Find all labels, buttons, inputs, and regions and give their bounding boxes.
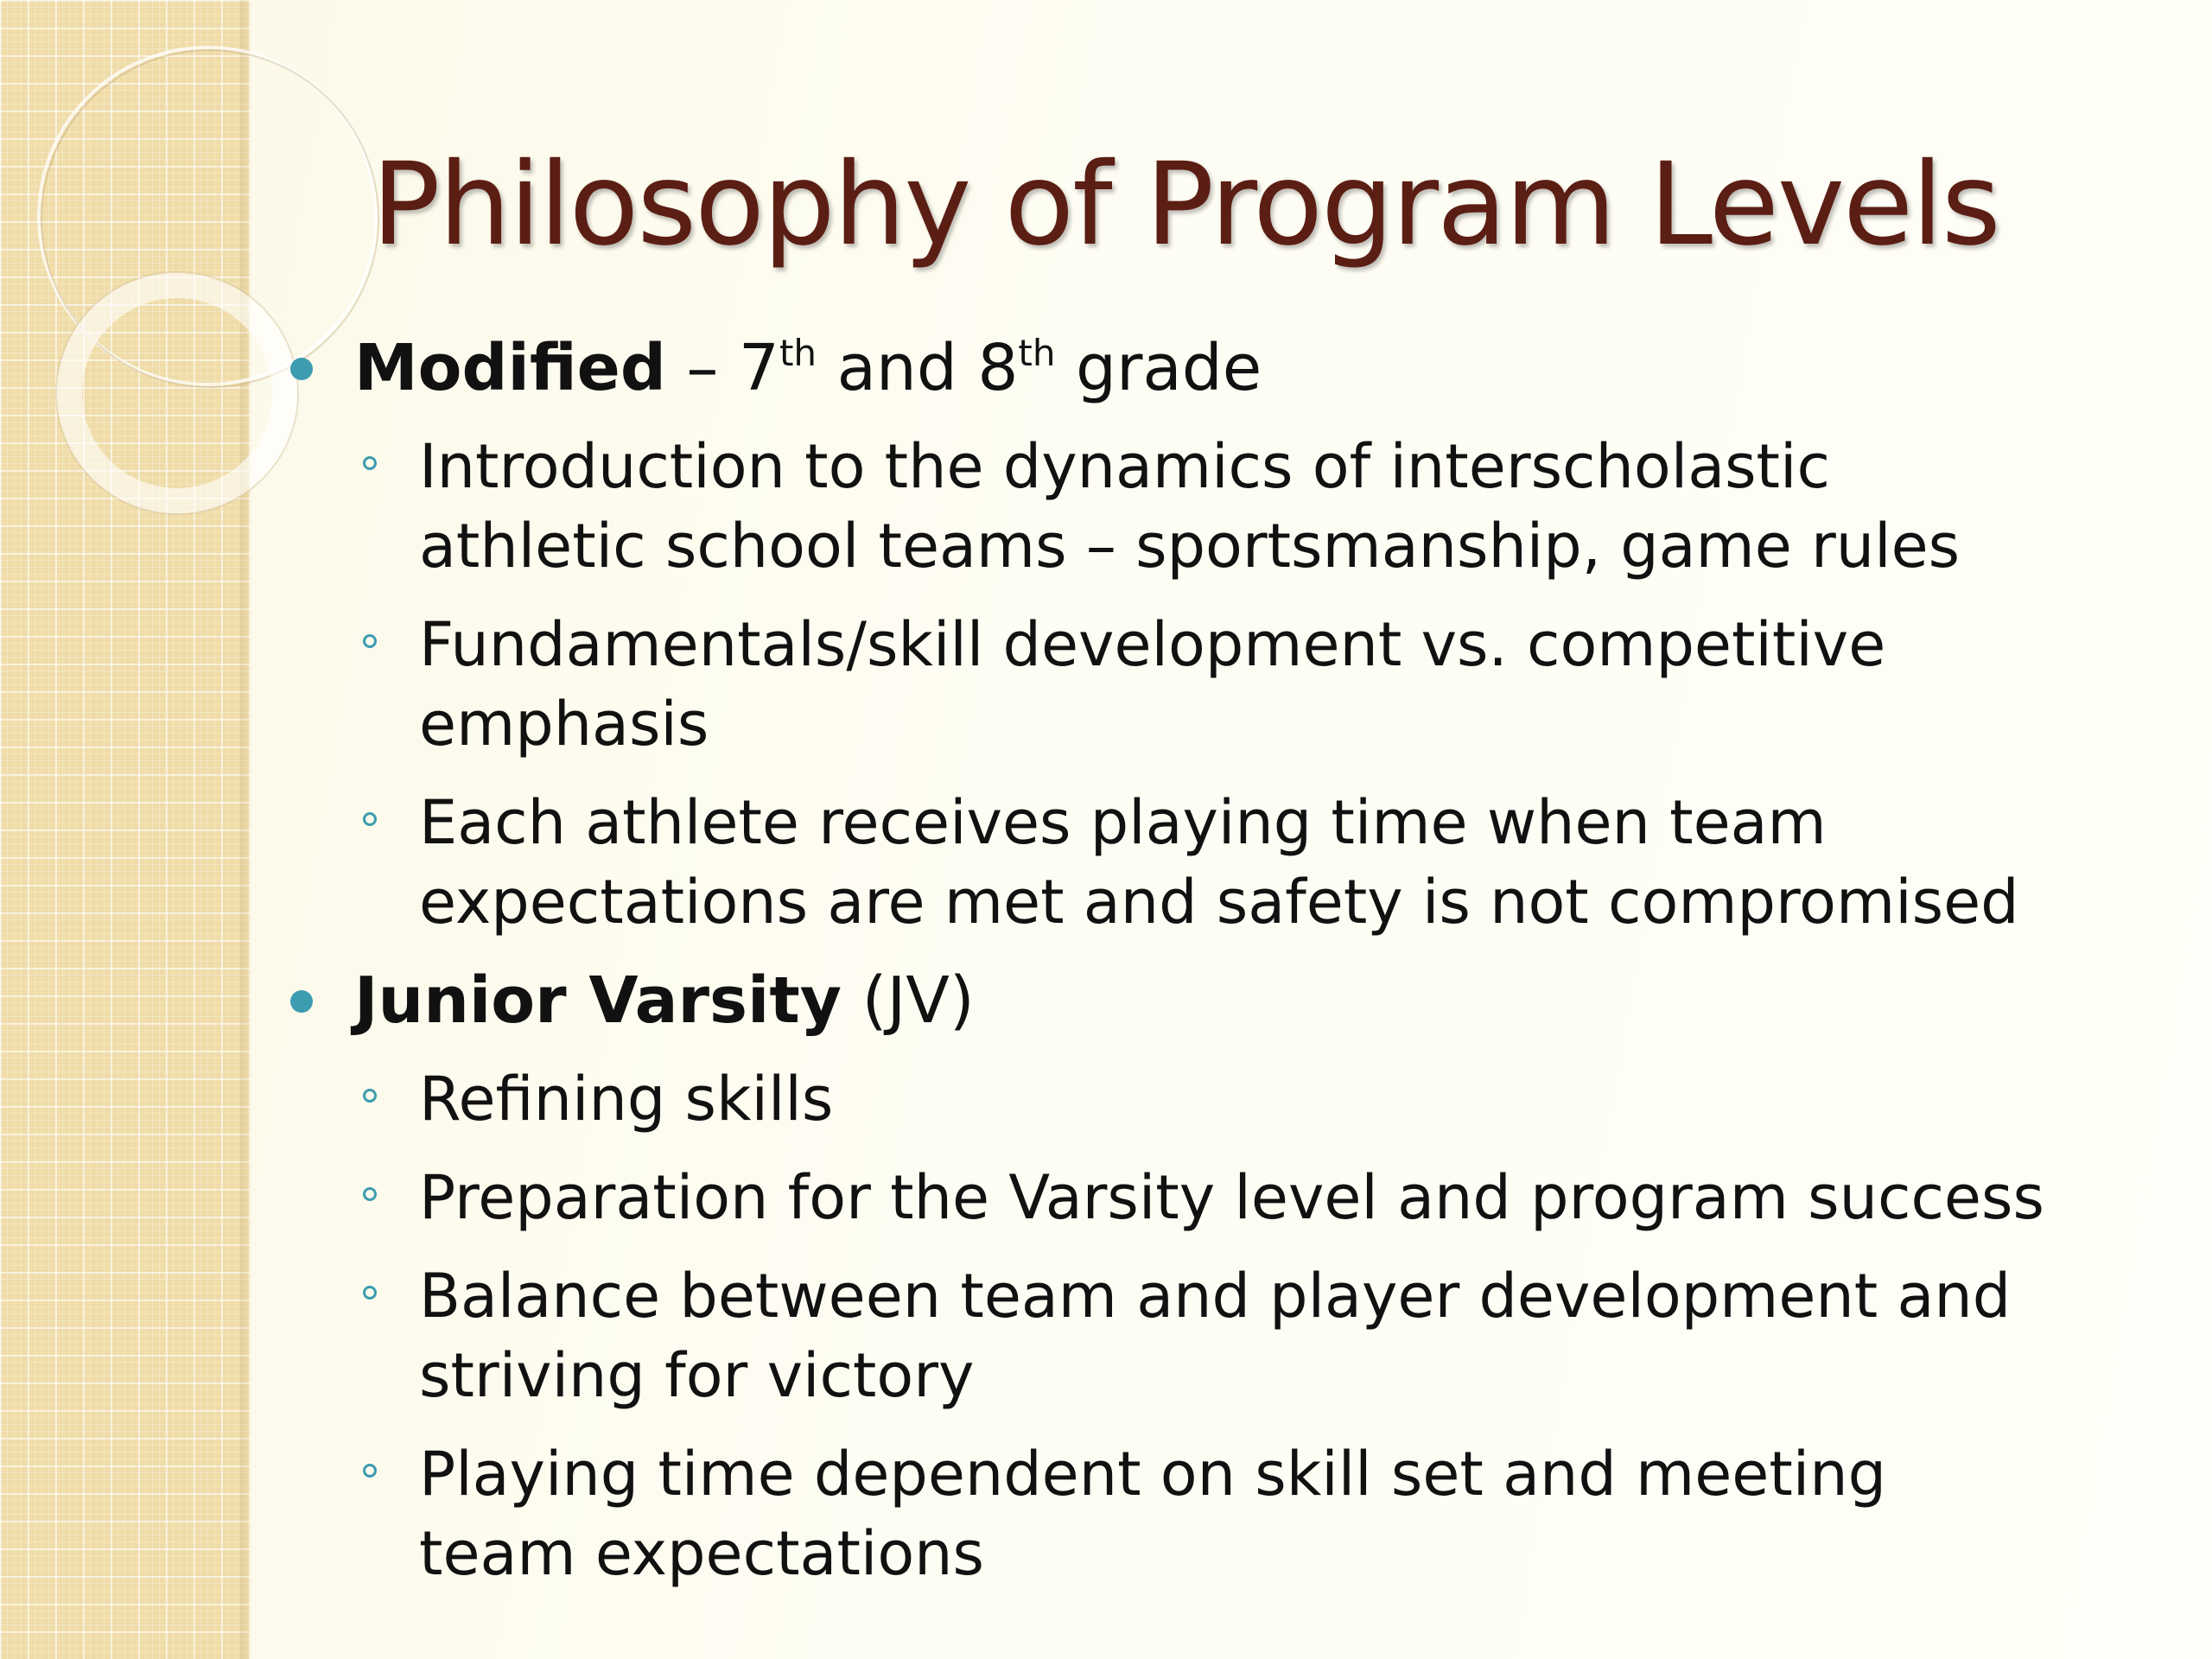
section-heading-modified: Modified	[354, 331, 666, 405]
level2-bullet	[363, 1089, 377, 1103]
level2-bullet	[363, 812, 377, 826]
list-item-text: Preparation for the Varsity level and program success	[419, 1162, 2044, 1233]
list-item-text: Fundamentals/skill development vs. competitive emphasis	[419, 609, 1886, 760]
level2-bullet	[363, 1464, 377, 1478]
slide-content	[285, 328, 2186, 1612]
level2-bullet	[363, 1187, 377, 1201]
list-item	[285, 1256, 2056, 1415]
list-item	[285, 1059, 2056, 1139]
level1-bullet	[290, 990, 313, 1013]
grade-eight-suffix: th	[1018, 332, 1056, 374]
list-item	[285, 1158, 2056, 1237]
list-item-text: Playing time dependent on skill set and meeting team expectations	[419, 1439, 1887, 1589]
grade-and: and	[817, 331, 978, 405]
grade-seven: 7	[738, 331, 779, 405]
section-junior-varsity	[285, 961, 2186, 1040]
list-item-text: Refining skills	[419, 1064, 834, 1135]
slide-title: Philosophy of Program Levels	[372, 138, 1999, 271]
section-heading-junior-varsity: Junior Varsity	[354, 963, 842, 1038]
grade-eight: 8	[977, 331, 1019, 405]
list-item-text: Balance between team and player development and striving for victory	[419, 1261, 2012, 1411]
list-item	[285, 427, 2056, 586]
small-ring	[69, 285, 285, 501]
list-item	[285, 1434, 2056, 1593]
section-modified	[285, 328, 2186, 408]
level2-bullet	[363, 634, 377, 648]
level1-bullet	[290, 358, 313, 380]
list-item	[285, 605, 2056, 764]
list-item-text: Each athlete receives playing time when team expectations are met and safety is not compromised	[419, 787, 2019, 938]
grade-seven-suffix: th	[779, 332, 817, 374]
grade-word: grade	[1055, 331, 1262, 405]
heading-suffix: (JV)	[842, 963, 975, 1038]
list-item-text: Introduction to the dynamics of interscholastic athletic school teams – sportsmanship, game rules	[419, 431, 1961, 582]
list-item	[285, 783, 2056, 942]
level2-bullet	[363, 1286, 377, 1300]
level2-bullet	[363, 456, 377, 470]
heading-dash: –	[665, 331, 739, 405]
